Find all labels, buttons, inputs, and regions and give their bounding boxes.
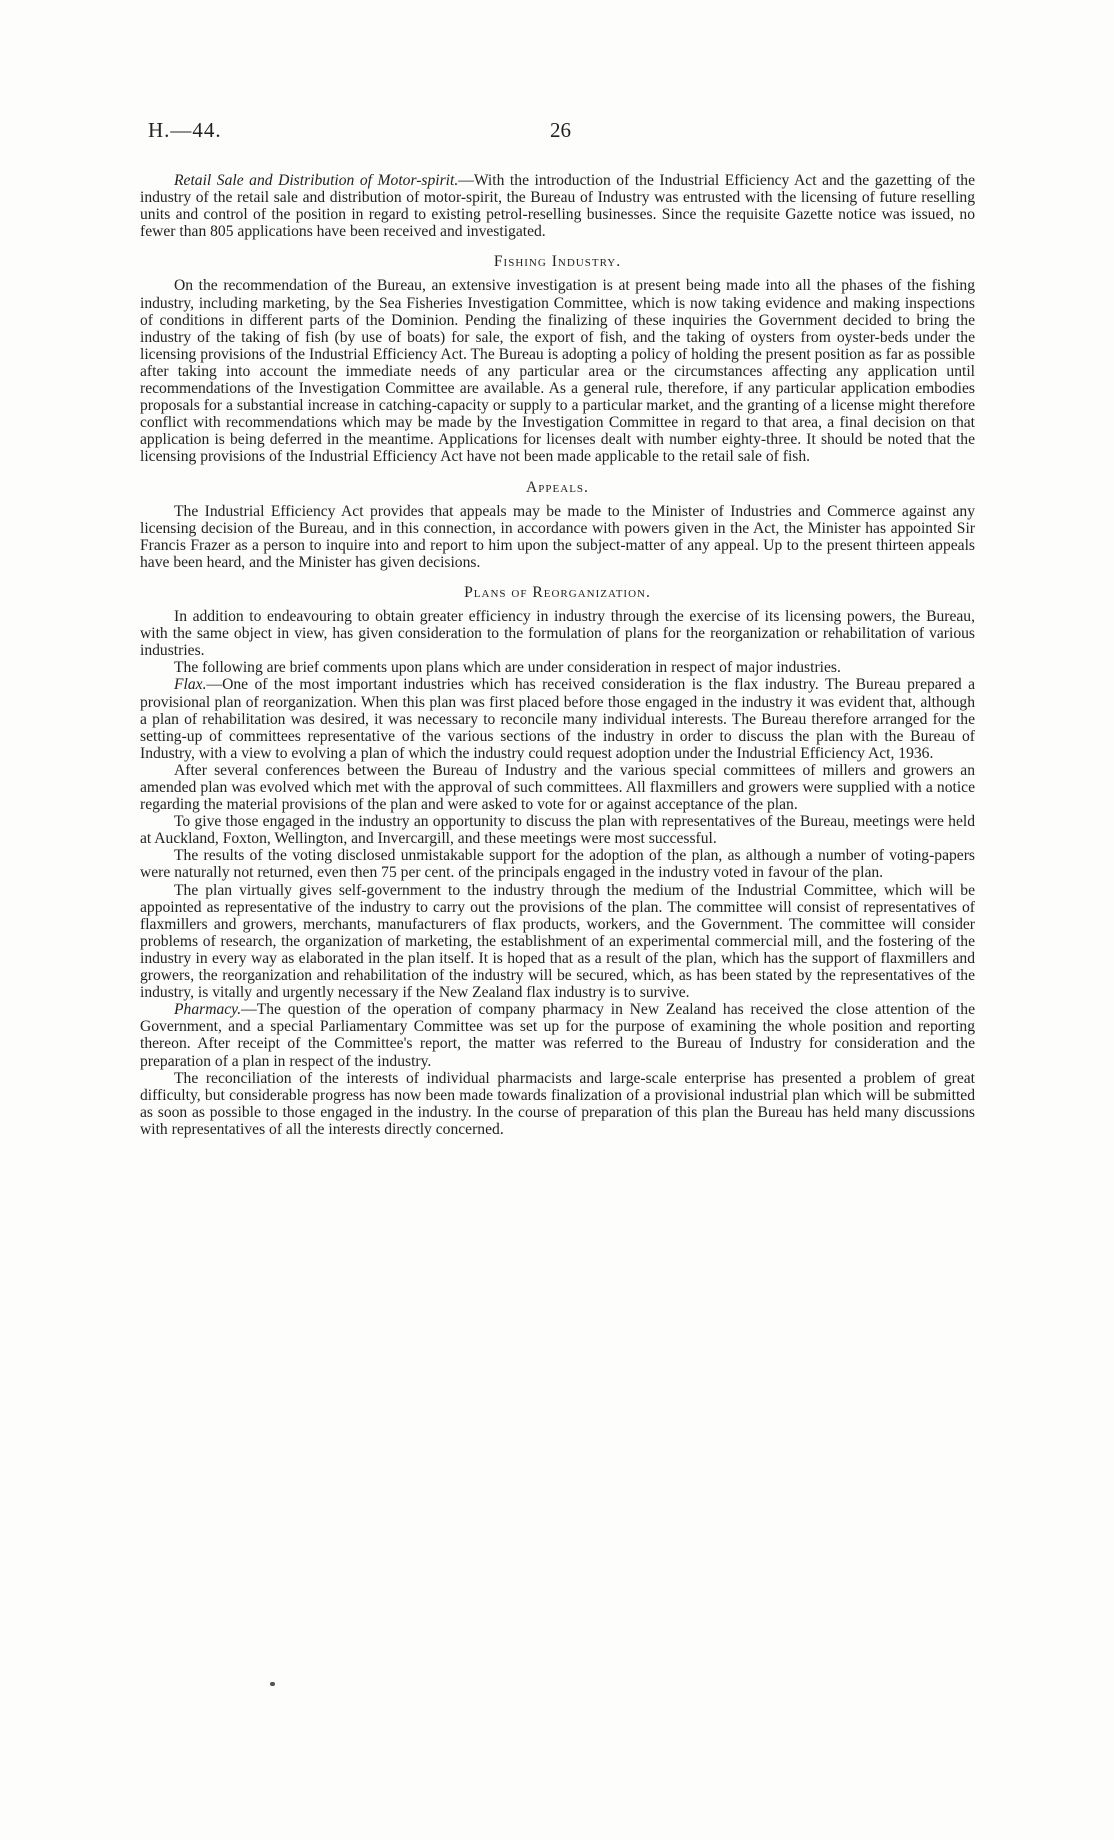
flax-text: —One of the most important industries which has received consideration is the flax industry. The Bureau prepared a provisional plan of reorganization. When this plan was first placed before those engaged in the industry it was evident that, although a plan of rehabilitation was desired, it was necessary to reconcile many individual interests. The Bureau therefore arranged for the setting-up of committees representative of the various sections of the industry in order to discuss the plan with the Bureau of Industry, with a view to evolving a plan of which the industry could request adoption under the Industrial Efficiency Act, 1936. bbox=[140, 676, 975, 762]
plans-intro-paragraph: In addition to endeavouring to obtain greater efficiency in industry through the exercise of its licensing powers, the Bureau, with the same object in view, has given consideration to the formulation of plans for the reorganization or rehabilitation of various industries. bbox=[140, 608, 975, 660]
appeals-heading: Appeals. bbox=[526, 478, 589, 496]
fishing-industry-paragraph: On the recommendation of the Bureau, an extensive investigation is at present being made into all the phases of the fishing industry, including marketing, by the Sea Fisheries Investigation Committee, which is now taking evidence and making inspections of conditions in different parts of the Dominion. Pending the finalizing of these inquiries the Government decided to bring the industry of the taking of fish (by use of boats) for sale, the export of fish, and the taking of oysters from oyster-beds under the licensing provisions of the Industrial Efficiency Act. The Bureau is adopting a policy of holding the present position as far as possible after taking into account the immediate needs of any particular area or the circumstances affecting any application until recommendations of the Investigation Committee are available. As a general rule, therefore, if any particular application embodies proposals for a substantial increase in catching-capacity or supply to a particular market, and the granting of a license might therefore conflict with recommendations which may be made by the Investigation Committee in regard to that area, a final decision on that application is being deferred in the meantime. Applications for licenses dealt with number eighty-three. It should be noted that the licensing provisions of the Industrial Efficiency Act have not been made applicable to the retail sale of fish. bbox=[140, 277, 975, 466]
plans-brief-comments-paragraph: The following are brief comments upon plans which are under consideration in respect of major industries. bbox=[174, 659, 841, 677]
document-reference: H.—44. bbox=[148, 118, 222, 142]
retail-sale-text: —With the introduction of the Industrial Efficiency Act and the gazetting of the industry of the retail sale and distribution of motor-spirit, the Bureau of Industry was entrusted with the licensing of future reselling units and control of the position in regard to existing petrol-reselling businesses. Since the requisite Gazette notice was issued, no fewer than 805 applications have been received and investigated. bbox=[140, 172, 975, 241]
fishing-industry-heading: Fishing Industry. bbox=[493, 253, 622, 271]
pharmacy-reconciliation-paragraph: The reconciliation of the interests of individual pharmacists and large-scale enterprise has presented a problem of great difficulty, but considerable progress has now been made towards finalization of a provisional industrial plan which will be submitted as soon as possible to those engaged in the industry. In the course of preparation of this plan the Bureau has held many discussions with representatives of all the interests directly concerned. bbox=[140, 1069, 975, 1138]
document-body bbox=[140, 172, 975, 1138]
retail-sale-lead: Retail Sale and Distribution of Motor-spirit. bbox=[174, 172, 459, 189]
retail-sale-paragraph bbox=[140, 172, 975, 240]
pharmacy-lead: Pharmacy. bbox=[174, 1001, 242, 1019]
pharmacy-text: —The question of the operation of company pharmacy in New Zealand has received the close attention of the Government, and a special Parliamentary Committee was set up for the purpose of examining the whole position and reporting thereon. After receipt of the Committee's report, the matter was referred to the Bureau of Industry for consideration and the preparation of a plan in respect of the industry. bbox=[140, 1001, 975, 1070]
page-number: 26 bbox=[550, 118, 571, 142]
plans-of-reorganization-heading: Plans of Reorganization. bbox=[464, 583, 651, 601]
appeals-paragraph: The Industrial Efficiency Act provides that appeals may be made to the Minister of Industries and Commerce against any licensing decision of the Bureau, and in this connection, in accordance with powers given in the Act, the Minister has appointed Sir Francis Frazer as a person to inquire into and report to him upon the subject-matter of any appeal. Up to the present thirteen appeals have been heard, and the Minister has given decisions. bbox=[140, 502, 975, 571]
ink-speck bbox=[270, 1682, 275, 1686]
flax-paragraph bbox=[140, 676, 975, 761]
flax-self-government-paragraph: The plan virtually gives self-government to the industry through the medium of the Industrial Committee, which will be appointed as representative of the industry to carry out the provisions of the plan. The committee will consist of representatives of flaxmillers and growers, merchants, manufacturers of flax products, workers, and the Government. The committee will consider problems of research, the organization of marketing, the establishment of an experimental commercial mill, and the fostering of the industry in every way as elaborated in the plan itself. It is hoped that as a result of the plan, which has the support of flaxmillers and growers, the reorganization and rehabilitation of the industry will be secured, which, as has been stated by the representatives of the industry, is vitally and urgently necessary if the New Zealand flax industry is to survive. bbox=[140, 881, 975, 1002]
flax-voting-paragraph: The results of the voting disclosed unmistakable support for the adoption of the plan, as although a number of voting-papers were naturally not returned, even then 75 per cent. of the principals engaged in the industry voted in favour of the plan. bbox=[140, 847, 975, 882]
flax-conferences-paragraph: After several conferences between the Bureau of Industry and the various special committees of millers and growers an amended plan was evolved which met with the approval of such committees. All flaxmillers and growers were supplied with a notice regarding the material provisions of the plan and were asked to vote for or against acceptance of the plan. bbox=[140, 761, 975, 814]
flax-meetings-paragraph: To give those engaged in the industry an opportunity to discuss the plan with representatives of the Bureau, meetings were held at Auckland, Foxton, Wellington, and Invercargill, and these meetings were most successful. bbox=[140, 813, 975, 848]
page-header bbox=[148, 118, 968, 148]
pharmacy-paragraph bbox=[140, 1001, 975, 1069]
flax-lead: Flax. bbox=[174, 676, 207, 694]
